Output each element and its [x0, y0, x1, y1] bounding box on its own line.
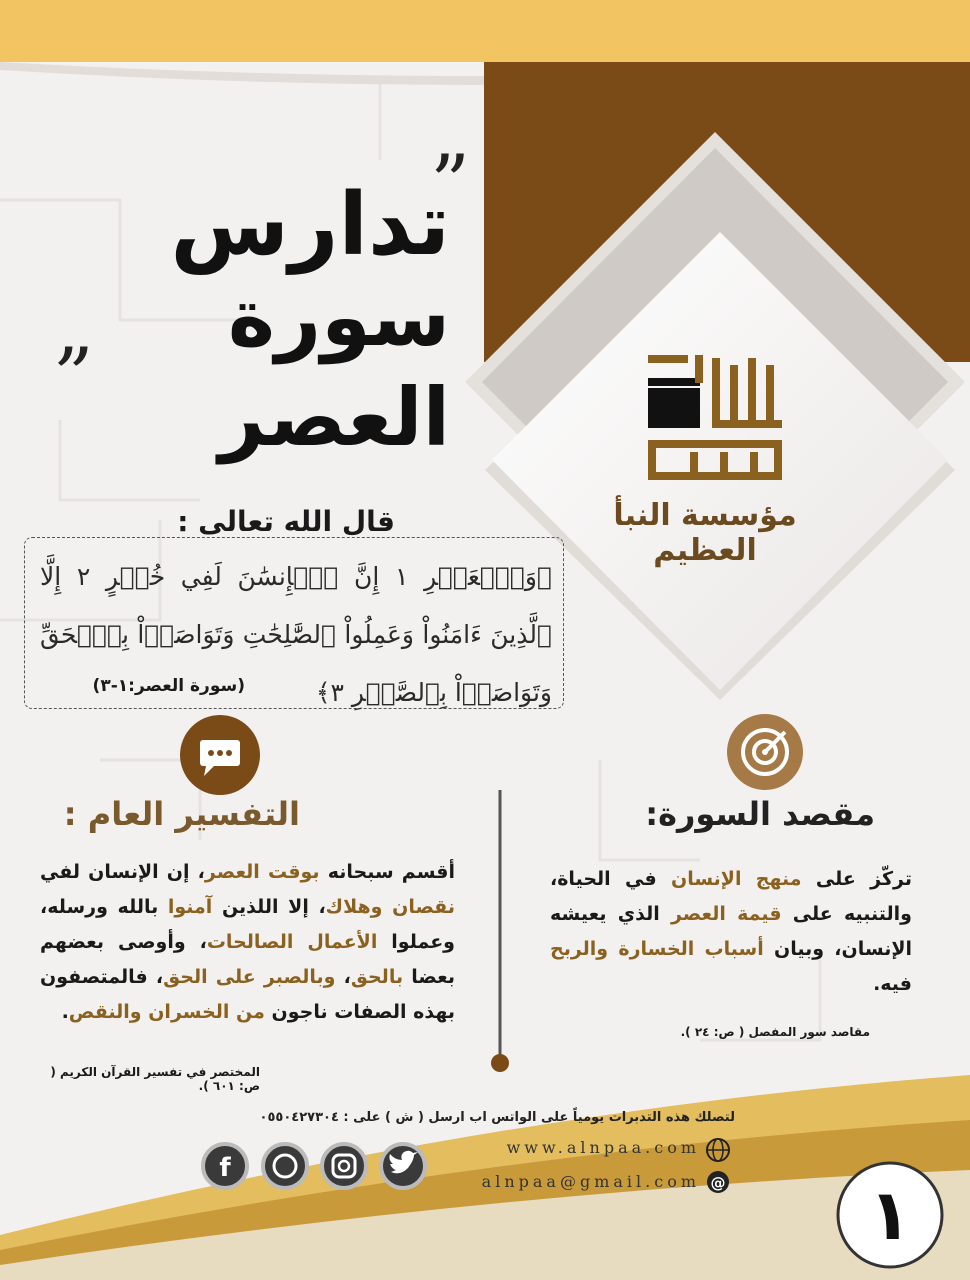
facebook-icon[interactable] [203, 1144, 247, 1188]
page-title-line-1: تدارس [170, 175, 450, 275]
close-quote-mark: „ [54, 284, 95, 374]
open-quote-mark: ” [430, 139, 470, 229]
twitter-icon[interactable] [381, 1144, 425, 1188]
tafsir-title: التفسير العام : [63, 795, 300, 833]
target-icon [727, 714, 803, 790]
subscribe-note: لتصلك هذه التدبرات يومياً على الواتس اب ارسل ( ش ) على : ٠٥٥٠٤٢٧٣٠٤ [259, 1110, 735, 1125]
maqsad-source: مقاصد سور المفصل ( ص: ٢٤ ). [680, 1025, 870, 1039]
svg-text:@: @ [710, 1174, 726, 1192]
whatsapp-icon[interactable] [263, 1144, 307, 1188]
verse-text: ﴿وَٱلۡعَصۡرِ ١ إِنَّ ٱلۡإِنسَٰنَ لَفِي خُسۡرٍ ٢ إِلَّا ٱلَّذِينَ ءَامَنُواْ وَعَمِلُواْ ٱلصَّٰلِحَٰتِ وَتَوَاصَوۡاْ بِٱلۡحَقِّ وَتَوَاصَوۡاْ بِٱلصَّبۡرِ ٣﴾ [40, 562, 553, 707]
page-title-line-2: سورة العصر [218, 271, 450, 464]
maqsad-title: مقصد السورة: [645, 795, 875, 833]
maqsad-text: تركّز على منهج الإنسان في الحياة، والتنبيه على قيمة العصر الذي يعيشه الإنسان، وبيان أسباب الخسارة والربح فيه. [550, 868, 912, 995]
website-link[interactable]: www.alnpaa.com [506, 1138, 700, 1157]
verse-reference: (سورة العصر:١-٣) [92, 676, 245, 696]
instagram-icon[interactable] [322, 1144, 366, 1188]
chat-icon [180, 715, 260, 795]
tafsir-text: أقسم سبحانه بوقت العصر، إن الإنسان لفي نقصان وهلاك، إلا اللذين آمنوا بالله ورسله، وعملوا الأعمال الصالحات، وأوصى بعضهم بعضا بالحق، وبالصبر على الحق، فالمتصفون بهذه الصفات ناجون من الخسران والنقص. [40, 861, 455, 1023]
at-icon [707, 1171, 729, 1193]
email-link[interactable]: alnpaa@gmail.com [481, 1172, 700, 1191]
verse-intro: قال الله تعالى : [177, 505, 395, 538]
tafsir-source: المختصر في تفسير القرآن الكريم ( ص: ٦٠١ ). [50, 1065, 260, 1093]
svg-text:f: f [219, 1153, 231, 1183]
organization-name: مؤسسة النبأ العظيم [613, 498, 797, 568]
page-number: ١ [868, 1174, 912, 1256]
